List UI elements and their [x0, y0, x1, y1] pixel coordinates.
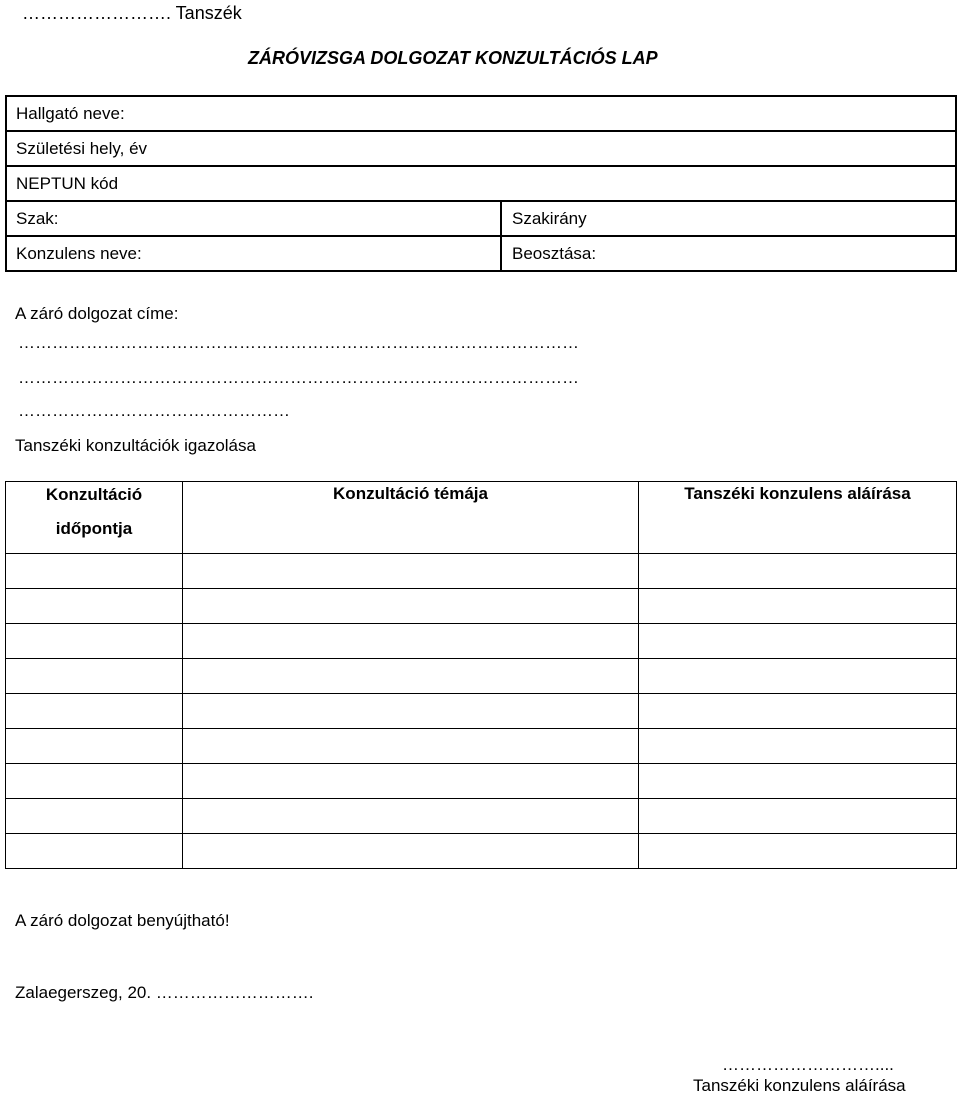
consultations-section-title: Tanszéki konzultációk igazolása [15, 436, 256, 455]
table-row [6, 131, 956, 166]
table-row [6, 799, 957, 834]
student-info-table [5, 95, 957, 272]
topic-cell[interactable] [183, 729, 639, 764]
specialization-field[interactable]: Szakirány [501, 201, 956, 236]
topic-cell[interactable] [183, 554, 639, 589]
topic-cell[interactable] [183, 764, 639, 799]
date-cell[interactable] [6, 624, 183, 659]
thesis-title-label: A záró dolgozat címe: [15, 304, 179, 323]
column-header-signature: Tanszéki konzulens aláírása [639, 482, 957, 554]
signature-cell[interactable] [639, 729, 957, 764]
table-row [6, 589, 957, 624]
thesis-dots-line-3[interactable]: ………………………………………… [18, 401, 290, 420]
column-header-date-line1: Konzultáció [45, 485, 143, 504]
submittable-note: A záró dolgozat benyújtható! [15, 911, 230, 930]
column-header-topic: Konzultáció témája [183, 482, 639, 554]
table-row [6, 729, 957, 764]
date-cell[interactable] [6, 799, 183, 834]
thesis-dots-line-2[interactable]: ……………………………………………………………………………………… [18, 368, 579, 387]
table-row [6, 96, 956, 131]
signature-dots[interactable]: ……………………….... [722, 1055, 894, 1074]
table-row [6, 764, 957, 799]
table-row [6, 554, 957, 589]
topic-cell[interactable] [183, 589, 639, 624]
date-cell[interactable] [6, 834, 183, 869]
topic-cell[interactable] [183, 659, 639, 694]
signature-cell[interactable] [639, 799, 957, 834]
major-field[interactable]: Szak: [6, 201, 501, 236]
date-cell[interactable] [6, 589, 183, 624]
topic-cell[interactable] [183, 834, 639, 869]
student-name-field[interactable]: Hallgató neve: [6, 96, 956, 131]
topic-cell[interactable] [183, 799, 639, 834]
birth-field[interactable]: Születési hely, év [6, 131, 956, 166]
date-cell[interactable] [6, 659, 183, 694]
table-header-row [6, 482, 957, 554]
topic-cell[interactable] [183, 694, 639, 729]
table-row [6, 236, 956, 271]
column-header-date-line2: időpontja [55, 519, 133, 538]
neptun-field[interactable]: NEPTUN kód [6, 166, 956, 201]
department-line: ……………………. Tanszék [22, 3, 242, 23]
supervisor-name-field[interactable]: Konzulens neve: [6, 236, 501, 271]
topic-cell[interactable] [183, 624, 639, 659]
signature-cell[interactable] [639, 589, 957, 624]
thesis-dots-line-1[interactable]: ……………………………………………………………………………………… [18, 333, 579, 352]
signature-cell[interactable] [639, 694, 957, 729]
column-header-date [6, 482, 183, 554]
position-field[interactable]: Beosztása: [501, 236, 956, 271]
signature-cell[interactable] [639, 554, 957, 589]
signature-cell[interactable] [639, 764, 957, 799]
table-row [6, 694, 957, 729]
date-cell[interactable] [6, 554, 183, 589]
date-cell[interactable] [6, 729, 183, 764]
table-row [6, 201, 956, 236]
table-row [6, 834, 957, 869]
table-row [6, 166, 956, 201]
signature-label: Tanszéki konzulens aláírása [693, 1076, 906, 1095]
place-date-line[interactable]: Zalaegerszeg, 20. ………………………. [15, 983, 314, 1002]
signature-cell[interactable] [639, 659, 957, 694]
table-row [6, 624, 957, 659]
table-row [6, 659, 957, 694]
date-cell[interactable] [6, 694, 183, 729]
document-title: ZÁRÓVIZSGA DOLGOZAT KONZULTÁCIÓS LAP [248, 48, 658, 68]
signature-cell[interactable] [639, 624, 957, 659]
date-cell[interactable] [6, 764, 183, 799]
consultation-table [5, 481, 957, 869]
signature-cell[interactable] [639, 834, 957, 869]
